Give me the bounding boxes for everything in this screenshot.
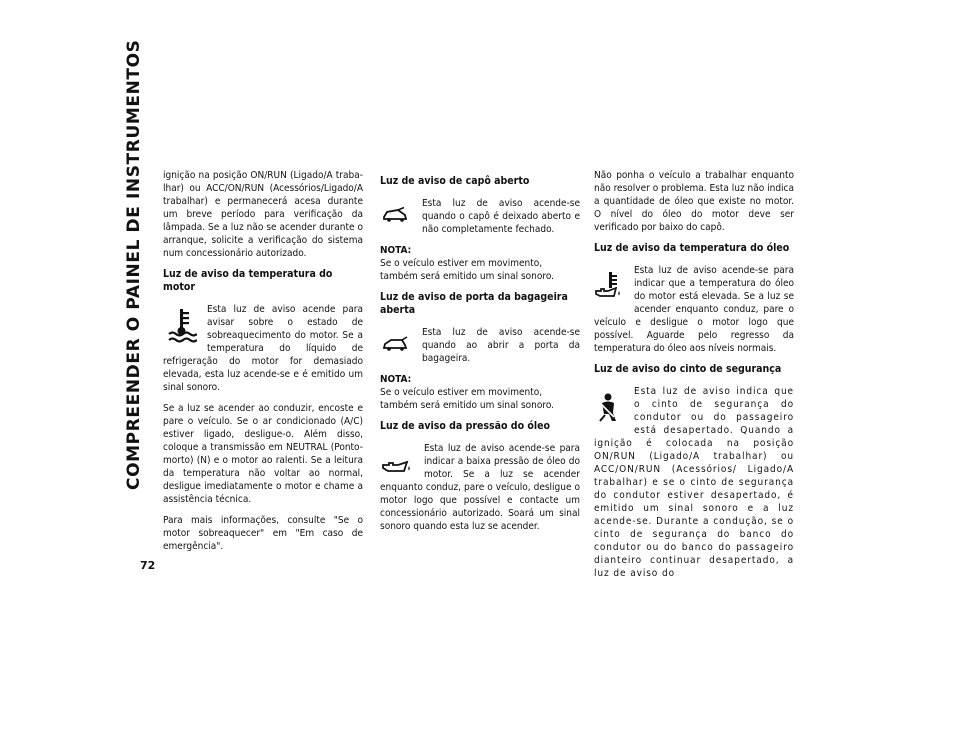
seatbelt-icon — [596, 393, 620, 423]
hood-open-icon — [382, 207, 408, 223]
oil-pressure-continuation: Não ponha o veículo a trabalhar enquanto não resolver o problema. Esta luz não indica a quantidade de óleo que existe no motor. O nível do óleo do motor deve ser verificado por baixo do capô. — [594, 170, 794, 233]
page-number: 72 — [140, 559, 156, 572]
hood-note-label: NOTA: — [380, 245, 412, 256]
oil-temp-paragraph: Esta luz de aviso acende-se para indicar que a temperatura do óleo do motor está elevada. Se a luz se acender enquanto conduz, pare o veículo e desligue o motor logo que possível. Aguarde pelo regresso da temperatura do óleo aos níveis normais. — [594, 265, 794, 354]
coolant-temperature-icon — [167, 307, 197, 343]
liftgate-open-icon — [382, 336, 408, 352]
trunk-heading: Luz de aviso de porta da bagageira aberta — [380, 291, 568, 316]
engine-temp-paragraph-2: Se a luz se acender ao conduzir, encoste e pare o veículo. Se o ar condicionado (A/C) estiver ligado, desligue-o. Além disso, coloque a transmissão em NEUTRAL (Ponto-morto) (N) e o motor ao ralenti. Se a leitura da temperatura não voltar ao normal, desligue imediatamente o motor e chame a assistência técnica. — [163, 403, 363, 505]
hood-heading: Luz de aviso de capô aberto — [380, 175, 530, 187]
oil-pressure-heading: Luz de aviso da pressão do óleo — [380, 420, 550, 432]
oil-can-icon — [380, 460, 412, 476]
engine-temp-paragraph-3: Para mais informações, consulte "Se o motor sobreaquecer" em "Em caso de emergência". — [163, 515, 363, 552]
engine-temp-paragraph-1: Esta luz de aviso acende para avisar sobre o estado de sobreaquecimento do motor. Se a temperatura do líquido de refrigeração do motor for demasiado elevada, esta luz acende-se e é emitido um sinal sonoro. — [163, 304, 363, 393]
column-2 — [380, 169, 580, 541]
hood-note-text: Se o veículo estiver em movimento, também será emitido um sinal sonoro. — [380, 258, 555, 282]
seatbelt-heading: Luz de aviso do cinto de segurança — [594, 363, 782, 375]
intro-paragraph: ignição na posição ON/RUN (Ligado/A trabalhar) ou ACC/ON/RUN (Acessórios/Ligado/A trabalhar) e permanecerá acesa durante um breve período para verificação da lâmpada. Se a luz não se acender durante o arranque, solicite a verificação do sistema num concessionário autorizado. — [163, 170, 363, 259]
column-1 — [163, 169, 363, 561]
trunk-note-text: Se o veículo estiver em movimento, também será emitido um sinal sonoro. — [380, 387, 555, 411]
trunk-note-label: NOTA: — [380, 374, 412, 385]
column-3 — [594, 169, 794, 588]
oil-pressure-paragraph: Esta luz de aviso acende-se para indicar a baixa pressão de óleo do motor. Se a luz se acender enquanto conduz, pare o veículo, desligue o motor logo que possível e contacte um concessionário autorizado. Soará um sinal sonoro quando esta luz se acender. — [380, 443, 580, 532]
hood-paragraph: Esta luz de aviso acende-se quando o capô é deixado aberto e não completamente fechado. — [380, 197, 580, 236]
trunk-paragraph: Esta luz de aviso acende-se quando ao abrir a porta da bagageira. — [380, 326, 580, 365]
hood-note — [380, 244, 580, 283]
trunk-note — [380, 373, 580, 412]
seatbelt-paragraph: Esta luz de aviso indica que o cinto de segurança do condutor ou do passageiro está desapertado. Quando a ignição é colocada na posição ON/RUN (Ligado/A trabalhar) ou ACC/ON/RUN (Acessórios/ Ligado/A trabalhar) e se o cinto de segurança do condutor estiver desapertado, é emitido um sinal sonoro e a luz acende-se. Durante a condução, se o cinto de segurança do banco do condutor ou do banco do passageiro dianteiro continuar desapertado, a luz de aviso do — [594, 386, 794, 579]
engine-temp-heading: Luz de aviso da temperatura do motor — [163, 268, 333, 293]
oil-temperature-icon — [594, 270, 624, 304]
section-side-title: COMPREENDER O PAINEL DE INSTRUMENTOS — [124, 39, 144, 490]
oil-temp-heading: Luz de aviso da temperatura do óleo — [594, 242, 790, 254]
